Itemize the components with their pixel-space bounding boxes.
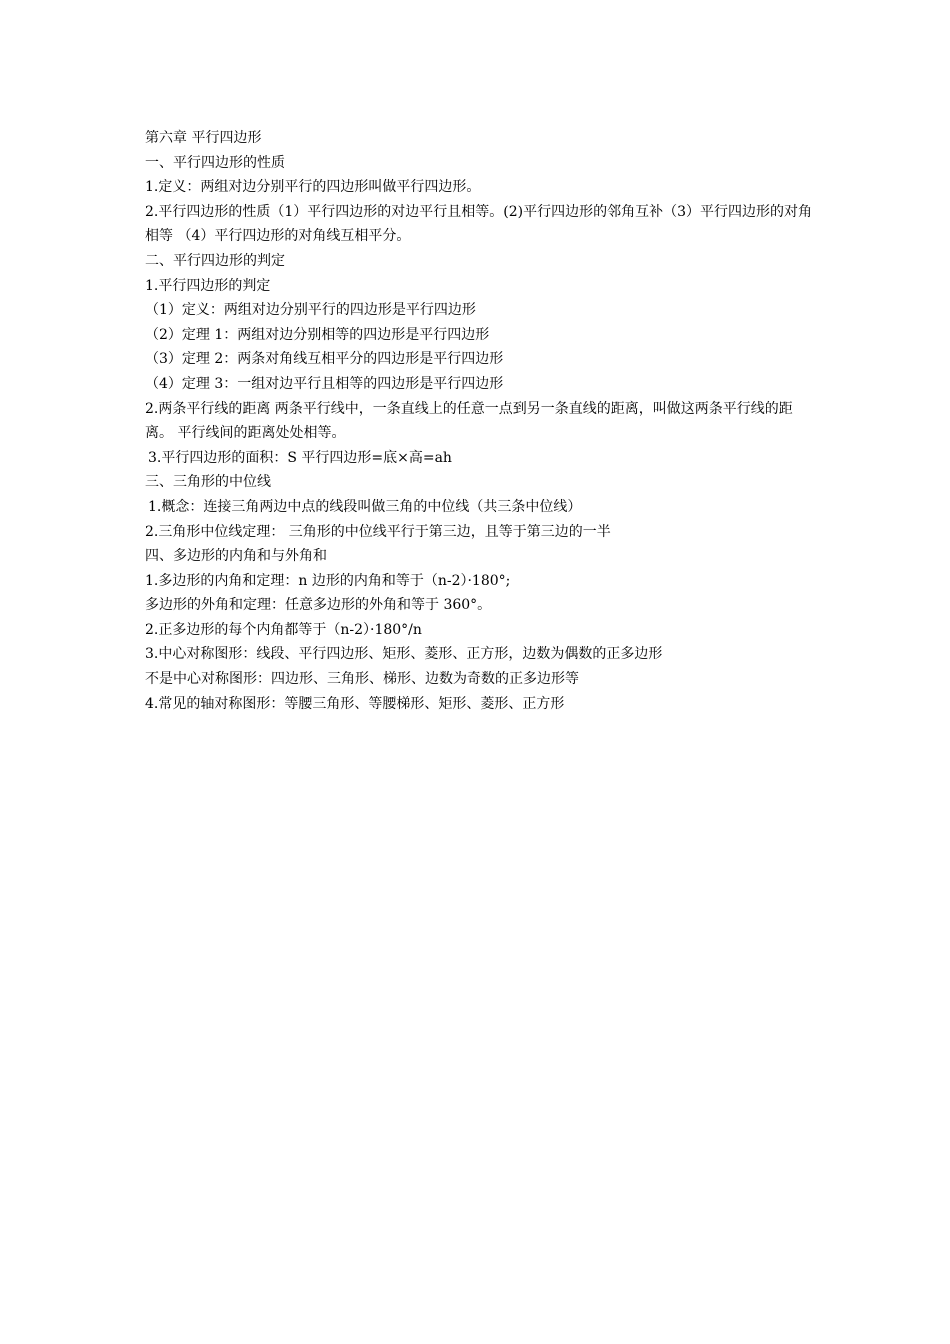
document-body (145, 126, 815, 716)
paragraph: 4.常见的轴对称图形：等腰三角形、等腰梯形、矩形、菱形、正方形 (145, 695, 565, 712)
paragraph: 1.定义：两组对边分别平行的四边形叫做平行四边形。 (145, 179, 481, 196)
paragraph: 1.平行四边形的判定 (145, 277, 271, 294)
list-item: （4）定理 3：一组对边平行且相等的四边形是平行四边形 (145, 375, 504, 392)
paragraph: 多边形的外角和定理：任意多边形的外角和等于 360°。 (145, 597, 492, 614)
paragraph: 2.三角形中位线定理： 三角形的中位线平行于第三边，且等于第三边的一半 (145, 523, 611, 540)
paragraph: 1.多边形的内角和定理：n 边形的内角和等于（n-2）·180°; (145, 572, 511, 589)
paragraph: 2.正多边形的每个内角都等于（n-2）·180°/n (145, 621, 422, 638)
section-heading-4: 四、多边形的内角和与外角和 (145, 548, 327, 565)
section-heading-2: 二、平行四边形的判定 (145, 252, 285, 269)
list-item: （2）定理 1：两组对边分别相等的四边形是平行四边形 (145, 326, 490, 343)
section-heading-3: 三、三角形的中位线 (145, 474, 271, 491)
chapter-title: 第六章 平行四边形 (145, 130, 262, 146)
list-item: （3）定理 2：两条对角线互相平分的四边形是平行四边形 (145, 351, 504, 368)
paragraph: 不是中心对称图形：四边形、三角形、梯形、边数为奇数的正多边形等 (145, 671, 579, 688)
paragraph: 3.中心对称图形：线段、平行四边形、矩形、菱形、正方形，边数为偶数的正多边形 (145, 646, 663, 663)
paragraph: 2.两条平行线的距离 两条平行线中，一条直线上的任意一点到另一条直线的距离，叫做这两条平行线的距离。 平行线间的距离处处相等。 (145, 400, 793, 442)
list-item: （1）定义：两组对边分别平行的四边形是平行四边形 (145, 302, 476, 319)
paragraph: 1.概念：连接三角两边中点的线段叫做三角的中位线（共三条中位线） (148, 498, 582, 515)
paragraph: 3.平行四边形的面积：S 平行四边形=底×高=ah (148, 449, 452, 466)
section-heading-1: 一、平行四边形的性质 (145, 154, 285, 171)
paragraph: 2.平行四边形的性质（1）平行四边形的对边平行且相等。(2)平行四边形的邻角互补（3）平行四边形的对角相等 （4）平行四边形的对角线互相平分。 (145, 203, 813, 245)
